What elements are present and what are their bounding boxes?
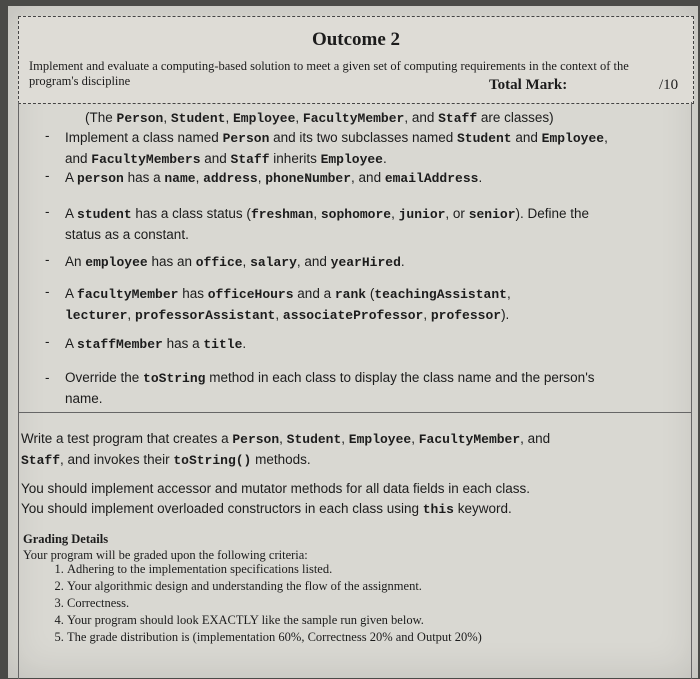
requirements-section <box>18 102 692 412</box>
bullet-employee: An employee has an office, salary, and yearHired. <box>65 254 405 270</box>
bullet-dash: - <box>45 284 50 299</box>
bullet-classes: Implement a class named Person and its two subclasses named Student and Employee, and FacultyMembers and Staff inherits Employee. <box>65 130 608 167</box>
criteria-item: 4. Your program should look EXACTLY like the sample run given below. <box>67 612 482 629</box>
bullet-tostring: Override the toString method in each class to display the class name and the person's name. <box>65 370 595 406</box>
bullet-dash: - <box>45 204 50 219</box>
bullet-faculty-member: A facultyMember has officeHours and a rank (teachingAssistant, lecturer, professorAssistant, associateProfessor, professor). <box>65 286 511 323</box>
bullet-student: A student has a class status (freshman, sophomore, junior, or senior). Define the status as a constant. <box>65 206 590 242</box>
bullet-person: A person has a name, address, phoneNumber, and emailAddress. <box>65 170 483 186</box>
total-mark-value: /10 <box>659 77 679 93</box>
grading-title: Grading Details <box>23 532 109 546</box>
document-page <box>8 6 698 678</box>
criteria-item: 1. Adhering to the implementation specifications listed. <box>67 561 482 578</box>
total-mark-label: Total Mark: <box>489 77 568 93</box>
instructions-section <box>18 412 692 679</box>
outcome-header <box>18 16 694 104</box>
criteria-item: 2. Your algorithmic design and understanding the flow of the assignment. <box>67 578 482 595</box>
bullet-dash: - <box>45 370 50 385</box>
grading-details <box>23 531 308 563</box>
grading-criteria-list <box>31 561 482 646</box>
bullet-dash: - <box>45 168 50 183</box>
criteria-item: 3. Correctness. <box>67 595 482 612</box>
test-program-text: Write a test program that creates a Person, Student, Employee, FacultyMember, and Staff, and invokes their toString() methods. <box>21 431 551 468</box>
outcome-description: Implement and evaluate a computing-based solution to meet a given set of computing requirements in the context of the program's discipline <box>29 59 629 88</box>
constructors-text: You should implement overloaded constructors in each class using this keyword. <box>21 501 512 517</box>
bullet-dash: - <box>45 252 50 267</box>
intro-line: (The Person, Student, Employee, FacultyMember, and Staff are classes) <box>85 110 554 126</box>
bullet-staff-member: A staffMember has a title. <box>65 336 247 352</box>
accessors-text: You should implement accessor and mutator methods for all data fields in each class. <box>21 481 531 496</box>
grading-intro: Your program will be graded upon the following criteria: <box>23 548 308 562</box>
criteria-item: 5. The grade distribution is (implementation 60%, Correctness 20% and Output 20%) <box>67 629 482 646</box>
bullet-dash: - <box>45 128 50 143</box>
bullet-dash: - <box>45 334 50 349</box>
outcome-title: Outcome 2 <box>311 29 401 50</box>
